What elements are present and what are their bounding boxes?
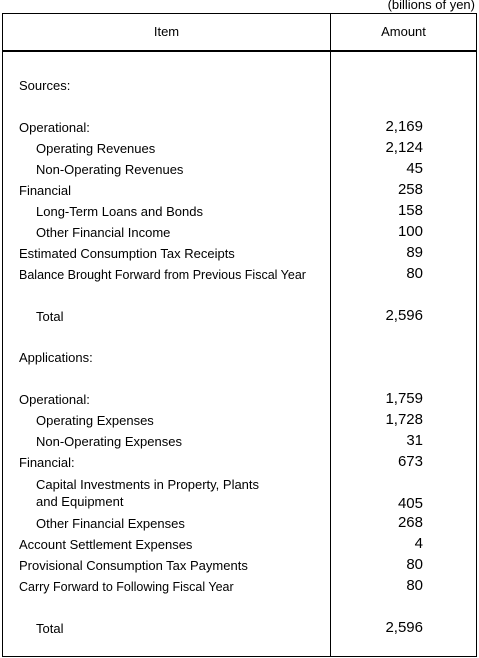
row-label: Operational: <box>19 392 90 407</box>
table-row <box>3 201 476 222</box>
row-label: Operating Expenses <box>36 413 154 428</box>
row-label: Non-Operating Revenues <box>36 162 184 177</box>
row-label: Other Financial Income <box>36 225 171 240</box>
sources-heading-row <box>3 75 476 96</box>
table-row <box>3 159 476 180</box>
row-label: Operational: <box>19 120 90 135</box>
table-row <box>3 222 476 243</box>
row-amount: 268 <box>397 514 423 531</box>
item-column-header: Item <box>153 24 180 39</box>
applications-total-row <box>3 618 476 639</box>
header-rule <box>3 50 476 52</box>
row-amount: 80 <box>406 577 423 594</box>
table-row <box>3 138 476 159</box>
row-amount: 405 <box>397 495 423 512</box>
total-label: Total <box>36 309 64 324</box>
table-row <box>3 452 476 473</box>
row-label: Carry Forward to Following Fiscal Year <box>19 580 234 594</box>
row-amount: 100 <box>397 223 423 240</box>
unit-note: (billions of yen) <box>387 0 475 12</box>
row-label: Balance Brought Forward from Previous Fiscal Year <box>19 268 306 282</box>
total-amount: 2,596 <box>385 619 423 636</box>
table-row <box>3 117 476 138</box>
row-label: Account Settlement Expenses <box>19 537 193 552</box>
row-amount: 1,728 <box>385 411 423 428</box>
row-label: Estimated Consumption Tax Receipts <box>19 246 235 261</box>
row-label: Operating Revenues <box>36 141 156 156</box>
table-row <box>3 243 476 264</box>
table-row <box>3 389 476 410</box>
amount-column-header: Amount <box>381 24 426 39</box>
table-row <box>3 555 476 576</box>
row-label: Provisional Consumption Tax Payments <box>19 558 248 573</box>
row-label: Non-Operating Expenses <box>36 434 182 449</box>
row-label: Long-Term Loans and Bonds <box>36 204 203 219</box>
row-amount: 31 <box>406 432 423 449</box>
row-label: Other Financial Expenses <box>36 516 185 531</box>
row-label: Capital Investments in Property, Plants and Equipment <box>36 477 260 509</box>
row-amount: 89 <box>406 244 423 261</box>
table-row <box>3 410 476 431</box>
row-amount: 2,124 <box>385 139 423 156</box>
table-row <box>3 513 476 534</box>
sources-total-row <box>3 306 476 327</box>
applications-heading-row <box>3 347 476 368</box>
table-row <box>3 431 476 452</box>
applications-heading: Applications: <box>19 350 93 365</box>
table-row <box>3 576 476 597</box>
row-label: Financial: <box>19 455 75 470</box>
table-row <box>3 180 476 201</box>
row-label: Financial <box>19 183 72 198</box>
total-amount: 2,596 <box>385 307 423 324</box>
row-amount: 4 <box>414 535 423 552</box>
table-row <box>3 264 476 285</box>
row-amount: 258 <box>397 181 423 198</box>
row-amount: 1,759 <box>385 390 423 407</box>
table-row <box>3 534 476 555</box>
funds-table <box>2 13 477 657</box>
table-row <box>3 473 476 515</box>
row-amount: 80 <box>406 556 423 573</box>
sources-heading: Sources: <box>19 78 71 93</box>
row-amount: 80 <box>406 265 423 282</box>
row-amount: 2,169 <box>385 118 423 135</box>
row-amount: 673 <box>397 453 423 470</box>
row-amount: 158 <box>397 202 423 219</box>
row-amount: 45 <box>406 160 423 177</box>
total-label: Total <box>36 621 64 636</box>
